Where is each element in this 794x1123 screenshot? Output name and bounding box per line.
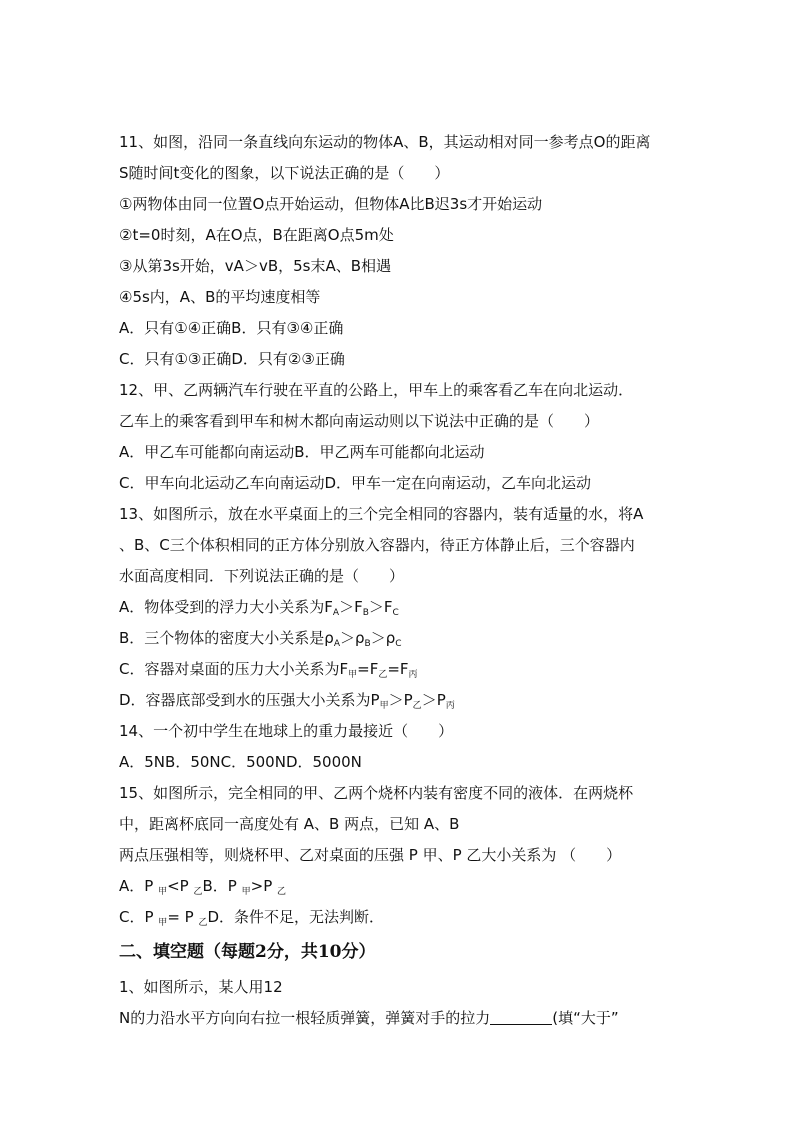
q11-stem-line-1: 11、如图，沿同一条直线向东运动的物体A、B，其运动相对同一参考点O的距离	[119, 133, 651, 151]
answer-blank[interactable]	[490, 1010, 552, 1025]
q13-option-a: A．物体受到的浮力大小关系为$F_A>F_B>F_C$	[119, 598, 399, 618]
q11-statement-1: ①两物体由同一位置O点开始运动，但物体A比B迟3s才开始运动	[119, 195, 543, 213]
q11-options-ab: A．只有①④正确B．只有③④正确	[119, 319, 344, 337]
q15-stem-line-3: 两点压强相等，则烧杯甲、乙对桌面的压强 P 甲、P 乙大小关系为 （ ）	[119, 846, 622, 864]
q12-options-ab: A．甲乙车可能都向南运动B．甲乙两车可能都向北运动	[119, 443, 485, 461]
q15-stem-line-1: 15、如图所示，完全相同的甲、乙两个烧杯内装有密度不同的液体．在两烧杯	[119, 784, 634, 802]
q13-stem-line-3: 水面高度相同．下列说法正确的是（ ）	[119, 567, 405, 585]
q11-options-cd: C．只有①③正确D．只有②③正确	[119, 350, 345, 368]
q15-stem-line-2: 中，距离杯底同一高度处有 A、B 两点，已知 A、B	[119, 815, 460, 833]
section-2-heading: 二、填空题（每题2分，共10分）	[119, 942, 376, 962]
q11-statement-2: ②t=0时刻，A在O点，B在距离O点5m处	[119, 226, 394, 244]
fill-q1-line-2: N的力沿水平方向向右拉一根轻质弹簧，弹簧对手的拉力 (填“大于”	[119, 1009, 619, 1027]
q13-option-b: B．三个物体的密度大小关系是$\rho_A>\rho_B>\rho_C$	[119, 629, 402, 649]
q13-option-c: C．容器对桌面的压力大小关系为$F_甲=F_乙=F_丙$	[119, 660, 418, 680]
fill-q1-line-1: 1、如图所示，某人用12	[119, 978, 283, 996]
q12-options-cd: C．甲车向北运动乙车向南运动D．甲车一定在向南运动，乙车向北运动	[119, 474, 592, 492]
q14-stem: 14、一个初中学生在地球上的重力最接近（ ）	[119, 722, 454, 740]
q11-stem-line-2: S随时间t变化的图象，以下说法正确的是（ ）	[119, 164, 450, 182]
q13-stem-line-1: 13、如图所示，放在水平桌面上的三个完全相同的容器内，装有适量的水，将A	[119, 505, 644, 523]
q12-stem-line-2: 乙车上的乘客看到甲车和树木都向南运动则以下说法中正确的是（ ）	[119, 412, 600, 430]
q13-option-d: D．容器底部受到水的压强大小关系为$P_甲>P_乙>P_丙$	[119, 691, 455, 711]
q15-options-cd: C．P $_甲$= P $_乙$D．条件不足，无法判断．	[119, 908, 385, 928]
q14-options: A．5NB．50NC．500ND．5000N	[119, 753, 362, 771]
q13-stem-line-2: 、B、C三个体积相同的正方体分别放入容器内，待正方体静止后，三个容器内	[119, 536, 635, 554]
q11-statement-4: ④5s内，A、B的平均速度相等	[119, 288, 321, 306]
q15-options-ab: A．P $_甲$<P $_乙$B．P $_甲$>P $_乙$	[119, 877, 287, 897]
q11-statement-3: ③从第3s开始，vA＞vB，5s末A、B相遇	[119, 257, 392, 275]
q12-stem-line-1: 12、甲、乙两辆汽车行驶在平直的公路上，甲车上的乘客看乙车在向北运动．	[119, 381, 634, 399]
